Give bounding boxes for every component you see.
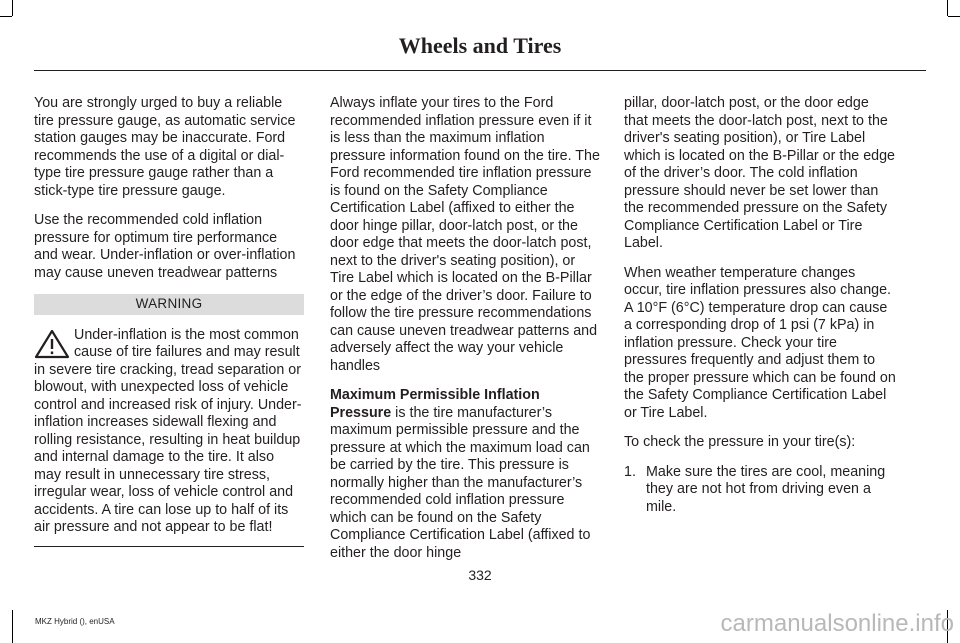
watermark: carmanualsonline.info (720, 610, 954, 637)
paragraph: You are strongly urged to buy a reliable tire pressure gauge, as automatic service station gauges may be inaccurate. Ford recommends the use of a digital or dial-type tire pressure gauge rather than a stick-type tire pressure gauge. (34, 95, 296, 199)
page-title: Wheels and Tires (398, 33, 562, 58)
column-left (34, 95, 304, 547)
header-divider (34, 70, 926, 71)
list-text: Make sure the tires are cool, meaning they are not hot from driving even a mile. (646, 463, 886, 515)
crop-mark (12, 0, 13, 16)
crop-mark (947, 0, 948, 16)
crop-mark (12, 610, 13, 643)
warning-triangle-icon (34, 329, 70, 359)
list-number: 1. (624, 463, 636, 480)
warning-text: Under-inflation is the most common cause of tire failures and may result in severe tire cracking, tread separation or blowout, with unexpected loss of vehicle control and increased risk of injury. Under-inflation increases sidewall flexing and rolling resistance, resulting in heat buildup and internal damage to the tire. It also may result in unnecessary tire stress, irregular wear, loss of vehicle control and accidents. A tire can lose up to half of its air pressure and not appear to be flat! (34, 326, 302, 535)
paragraph: Always inflate your tires to the Ford recommended inflation pressure even if it is less than the maximum inflation pressure information found on the tire. The Ford recommended tire inflation pressure is found on the Safety Compliance Certification Label (affixed to either the door hinge pillar, door-latch post, or the door edge that meets the door-latch post, next to the driver's seating position), or Tire Label which is located on the B-Pillar or the edge of the driver’s door. Failure to follow the tire pressure recommendations can cause uneven treadwear patterns and adversely affect the way your vehicle handles (330, 95, 600, 374)
list-item (624, 464, 896, 517)
term-definition: is the tire manufacturer’s maximum permissible pressure and the pressure at which the maximum load can be carried by the tire. This pressure is normally higher than the manufacturer’s recommended cold inflation pressure which can be found on the Safety Compliance Certification Label (affixed to either the door hinge (330, 404, 591, 561)
warning-box (34, 327, 304, 537)
paragraph: Use the recommended cold inflation pressure for optimum tire performance and wear. Under-inflation or over-inflation may cause uneven treadwear patterns (34, 212, 296, 281)
paragraph (330, 387, 602, 562)
document-id: MKZ Hybrid (), enUSA (35, 617, 115, 626)
crop-mark (0, 16, 12, 17)
paragraph: When weather temperature changes occur, tire inflation pressures also change. A 10°F (6°C) temperature drop can cause a corresponding drop of 1 psi (7 kPa) in inflation pressure. Check your tire pressures frequently and adjust them to the proper pressure which can be found on the Safety Compliance Certification Label or Tire Label. (624, 264, 896, 421)
page-number: 332 (468, 567, 492, 583)
warning-heading: WARNING (34, 294, 304, 315)
term-heading: Maximum Permissible Inflation Pressure (330, 387, 540, 421)
crop-mark (948, 16, 960, 17)
column-middle (330, 95, 602, 574)
paragraph: To check the pressure in your tire(s): (624, 434, 856, 450)
column-right (624, 95, 896, 516)
warning-divider (34, 546, 304, 547)
paragraph: pillar, door-latch post, or the door edge that meets the door-latch post, next to the driver's seating position), or Tire Label which is located on the B-Pillar or the edge of the driver’s door. The cold inflation pressure should never be set lower than the recommended pressure on the Safety Compliance Certification Label or Tire Label. (624, 95, 895, 251)
